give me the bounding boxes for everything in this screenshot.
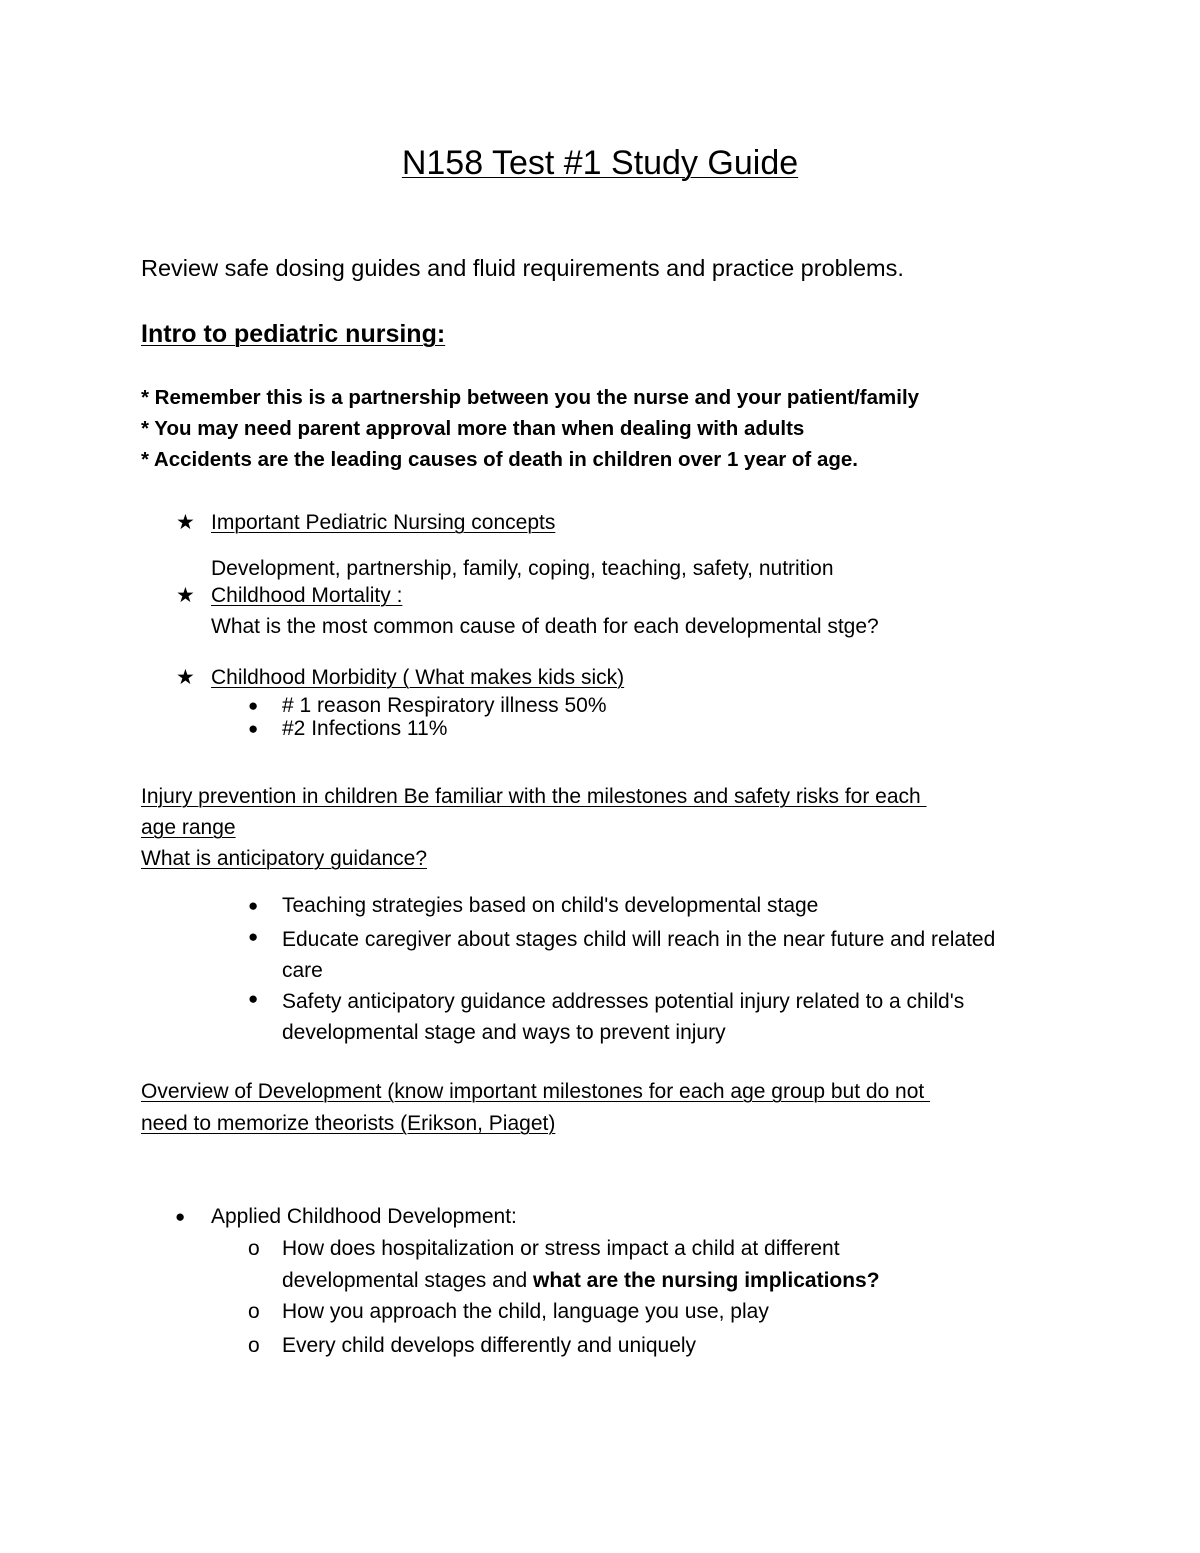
note-parent-approval: * You may need parent approval more than when dealing with adults <box>141 417 805 440</box>
intro-heading: Intro to pediatric nursing: <box>141 320 446 348</box>
morbidity-item: #2 Infections 11% <box>282 717 448 740</box>
circle-bullet-icon: o <box>248 1300 260 1323</box>
star-bullet-icon: ★ <box>176 511 195 534</box>
mortality-label: Childhood Mortality : <box>211 584 403 607</box>
bullet-icon: ● <box>248 927 259 946</box>
nursing-implications-emphasis: what are the nursing implications? <box>533 1269 880 1292</box>
circle-bullet-icon: o <box>248 1334 260 1357</box>
page-title: N158 Test #1 Study Guide <box>401 144 799 182</box>
concepts-label: Important Pediatric Nursing concepts <box>211 511 556 534</box>
applied-item: How does hospitalization or stress impact a child at different <box>282 1237 840 1260</box>
bullet-icon: ● <box>248 696 259 715</box>
star-bullet-icon: ★ <box>176 584 195 607</box>
note-accidents: * Accidents are the leading causes of death in children over 1 year of age. <box>141 448 858 471</box>
morbidity-item: # 1 reason Respiratory illness 50% <box>282 694 607 717</box>
guidance-item: Educate caregiver about stages child will reach in the near future and related care <box>282 928 996 982</box>
morbidity-label: Childhood Morbidity ( What makes kids sick) <box>211 666 625 689</box>
applied-development-label: Applied Childhood Development: <box>211 1205 517 1228</box>
star-bullet-icon: ★ <box>176 666 195 689</box>
applied-item-cont <box>282 1268 880 1294</box>
injury-prevention-heading-cont: age range <box>141 816 236 839</box>
bullet-icon: ● <box>175 1207 186 1226</box>
circle-bullet-icon: o <box>248 1237 260 1260</box>
overview-heading: Overview of Development (know important milestones for each age group but do not <box>141 1080 931 1103</box>
bullet-icon: ● <box>248 719 259 738</box>
bullet-icon: ● <box>248 989 259 1008</box>
review-instruction: Review safe dosing guides and fluid requirements and practice problems. <box>141 255 904 281</box>
guidance-item: Teaching strategies based on child's developmental stage <box>282 894 819 917</box>
guidance-item: Safety anticipatory guidance addresses potential injury related to a child's developmental stage and ways to prevent injury <box>282 990 965 1044</box>
injury-prevention-heading: Injury prevention in children Be familiar with the milestones and safety risks for each <box>141 785 927 808</box>
concepts-text: Development, partnership, family, coping, teaching, safety, nutrition <box>211 557 834 580</box>
note-partnership: * Remember this is a partnership between you the nurse and your patient/family <box>141 386 920 409</box>
applied-item: Every child develops differently and uniquely <box>282 1334 697 1357</box>
applied-item-text: developmental stages and <box>282 1269 534 1292</box>
applied-item: How you approach the child, language you use, play <box>282 1300 769 1323</box>
bullet-icon: ● <box>248 896 259 915</box>
mortality-text: What is the most common cause of death for each developmental stge? <box>211 615 879 638</box>
overview-heading-cont: need to memorize theorists (Erikson, Piaget) <box>141 1112 556 1135</box>
anticipatory-guidance-question: What is anticipatory guidance? <box>141 847 427 870</box>
